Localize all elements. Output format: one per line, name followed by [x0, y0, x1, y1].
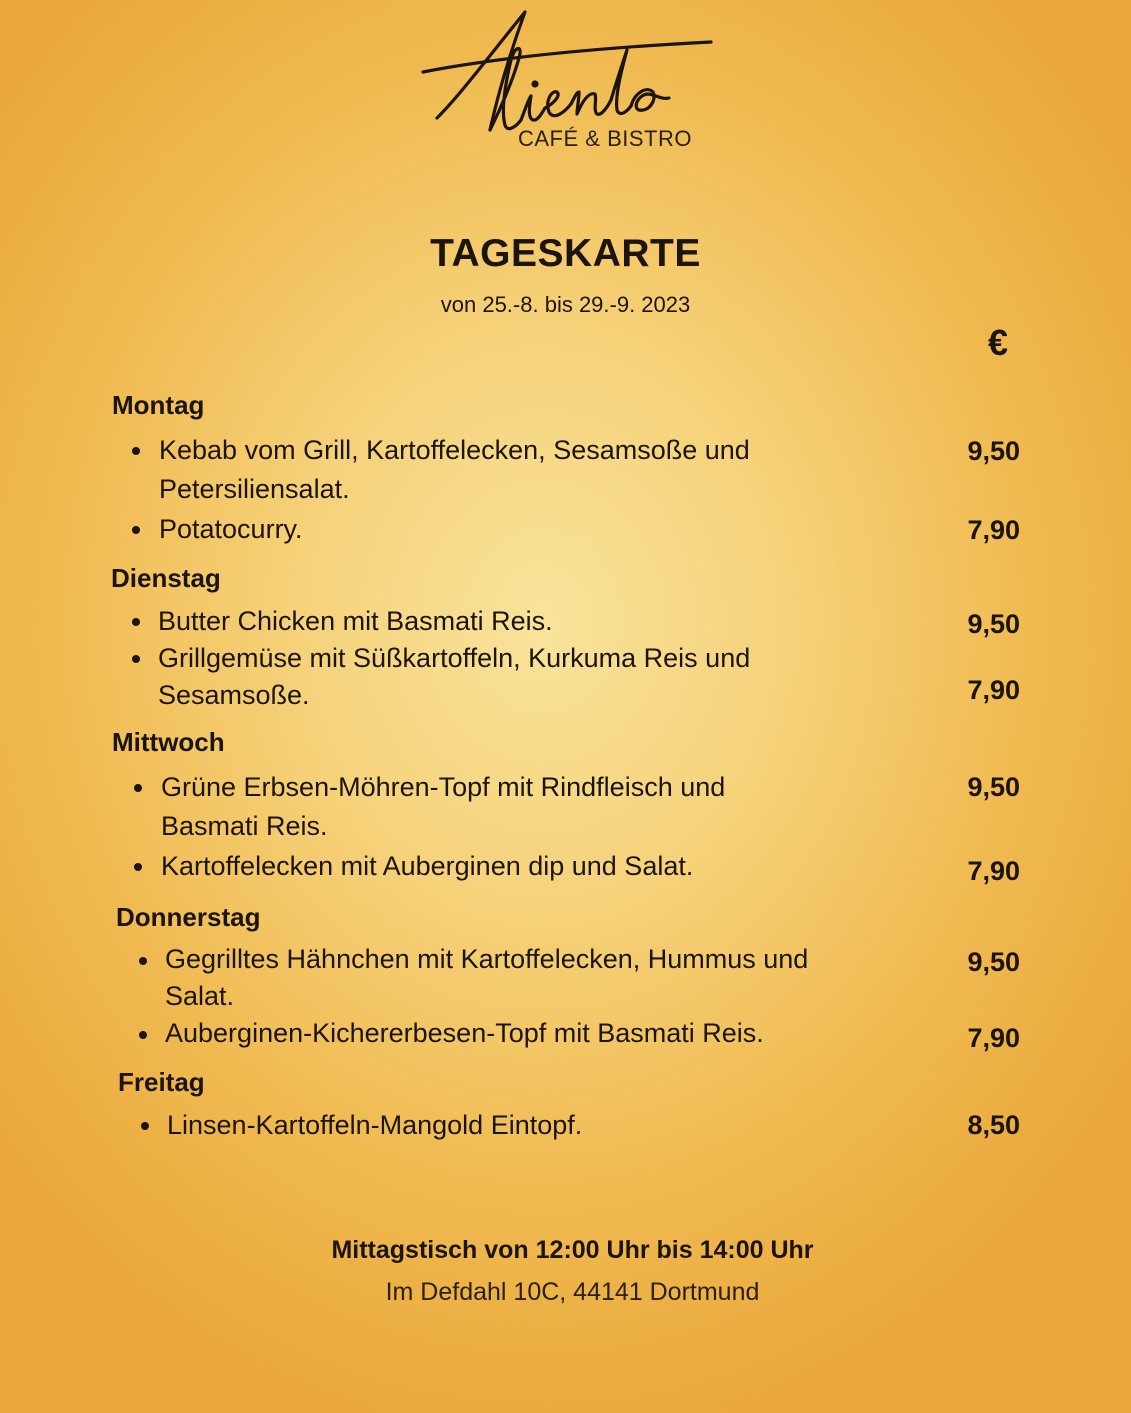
bullet-icon — [132, 618, 140, 626]
menu-item-line: Basmati Reis. — [161, 811, 328, 841]
menu-item-line: Petersiliensalat. — [159, 474, 350, 504]
bullet-icon — [139, 1031, 147, 1039]
lunch-hours: Mittagstisch von 12:00 Uhr bis 14:00 Uhr — [331, 1236, 814, 1264]
menu-item-line: Grüne Erbsen-Möhren-Topf mit Rindfleisch und — [161, 772, 726, 802]
menu-item-price: 7,90 — [967, 1023, 1020, 1053]
menu-item-price: 7,90 — [967, 675, 1020, 705]
menu-item-price: 9,50 — [967, 947, 1020, 977]
day-heading-montag: Montag — [112, 390, 205, 420]
menu-item-price: 8,50 — [967, 1110, 1020, 1140]
day-heading-freitag: Freitag — [118, 1067, 205, 1097]
address: Im Defdahl 10C, 44141 Dortmund — [385, 1278, 760, 1306]
day-heading-mittwoch: Mittwoch — [112, 727, 225, 757]
day-heading-donnerstag: Donnerstag — [116, 902, 261, 932]
menu-item-price: 9,50 — [967, 609, 1020, 639]
bullet-icon — [132, 447, 140, 455]
menu-item-line: Linsen-Kartoffeln-Mangold Eintopf. — [167, 1110, 583, 1140]
menu-item-line: Gegrilltes Hähnchen mit Kartoffelecken, Hummus und — [165, 944, 809, 974]
menu-item-line: Auberginen-Kichererbesen-Topf mit Basmati Reis. — [165, 1018, 764, 1048]
menu-item-price: 7,90 — [967, 515, 1020, 545]
bullet-icon — [141, 1122, 149, 1130]
menu-item-line: Grillgemüse mit Süßkartoffeln, Kurkuma Reis und — [158, 643, 751, 673]
bullet-icon — [134, 863, 142, 871]
menu-item-text — [159, 510, 303, 549]
day-heading-dienstag: Dienstag — [111, 563, 221, 593]
logo-subtitle: CAFÉ & BISTRO — [518, 126, 692, 151]
menu-item-price: 7,90 — [967, 856, 1020, 886]
bullet-icon — [134, 784, 142, 792]
menu-item-price: 9,50 — [967, 436, 1020, 466]
bullet-icon — [132, 655, 140, 663]
menu-item-line: Butter Chicken mit Basmati Reis. — [158, 606, 553, 636]
bullet-icon — [139, 957, 147, 965]
menu-item-text — [159, 431, 750, 509]
menu-item-line: Potatocurry. — [159, 514, 303, 544]
menu-item-text — [167, 1106, 582, 1145]
menu-item-text — [161, 768, 725, 846]
menu-item-line: Sesamsoße. — [158, 680, 310, 710]
menu-item-line: Kebab vom Grill, Kartoffelecken, Sesamsoße und — [159, 435, 750, 465]
date-range: von 25.-8. bis 29.-9. 2023 — [440, 292, 691, 317]
menu-item-text — [161, 847, 693, 886]
menu-item-text — [158, 640, 750, 714]
menu-item-text — [165, 1015, 764, 1052]
menu-item-line: Salat. — [165, 981, 235, 1011]
currency-symbol: € — [988, 322, 1009, 363]
menu-item-text — [158, 603, 553, 640]
page-title: TAGESKARTE — [430, 232, 701, 275]
bullet-icon — [132, 526, 140, 534]
menu-item-line: Kartoffelecken mit Auberginen dip und Salat. — [161, 851, 694, 881]
menu-item-price: 9,50 — [967, 772, 1020, 802]
menu-item-text — [165, 941, 808, 1015]
